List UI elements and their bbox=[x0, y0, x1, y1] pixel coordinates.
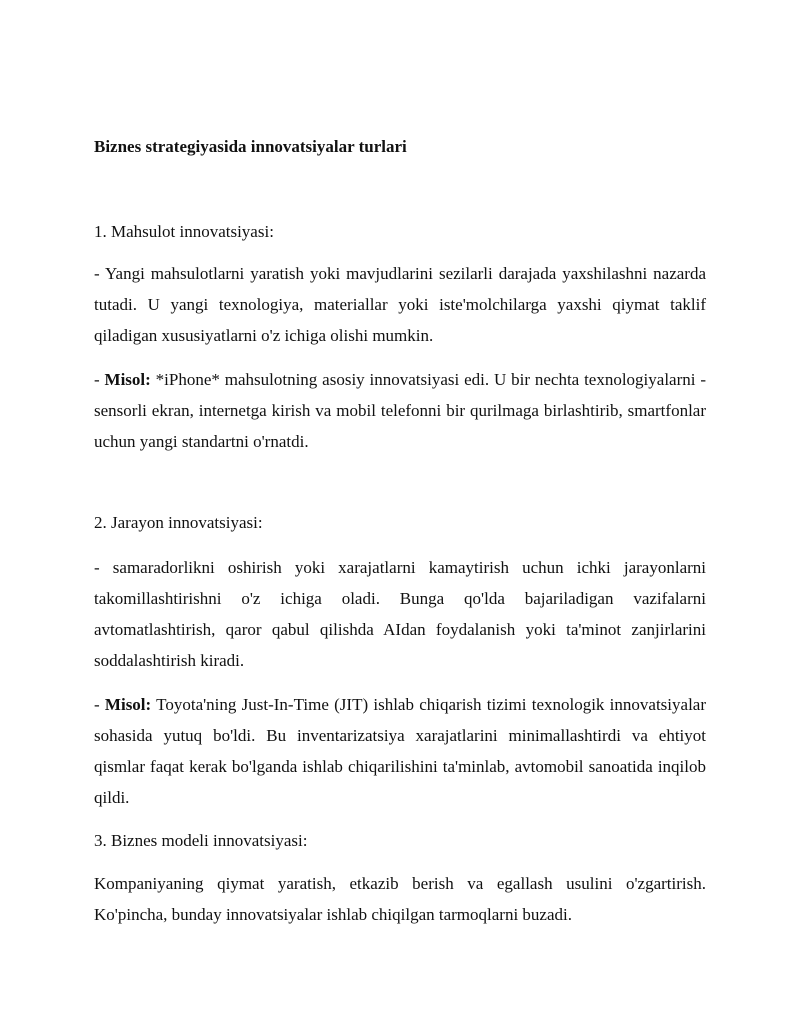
section-description-business-model-innovation: Kompaniyaning qiymat yaratish, etkazib berish va egallash usulini o'zgartirish. Ko'pincha, bunday innovatsiyalar ishlab chiqilgan tarmoqlarni buzadi. bbox=[94, 874, 706, 924]
section-heading-process-innovation: 2. Jarayon innovatsiyasi: bbox=[94, 513, 263, 532]
example-text: Toyota'ning Just-In-Time (JIT) ishlab chiqarish tizimi texnologik innovatsiyalar sohasida yutuq bo'ldi. Bu inventarizatsiya xarajatlarini minimallashtirdi va ehtiyot qismlar faqat kerak bo'lganda ishlab chiqarilishini ta'minlab, avtomobil sanoatida inqilob qildi. bbox=[94, 695, 706, 807]
section-description-product-innovation: - Yangi mahsulotlarni yaratish yoki mavjudlarini sezilarli darajada yaxshilashni nazarda tutadi. U yangi texnologiya, materiallar yoki iste'molchilarga yaxshi qiymat taklif qiladigan xususiyatlarni o'z ichiga olishi mumkin. bbox=[94, 264, 706, 345]
document-page bbox=[94, 0, 706, 1035]
section-description-process-innovation: - samaradorlikni oshirish yoki xarajatlarni kamaytirish uchun ichki jarayonlarni takomillashtirishni o'z ichiga oladi. Bunga qo'lda bajariladigan vazifalarni avtomatlashtirish, qaror qabul qilishda AIdan foydalanish yoki ta'minot zanjirlarini soddalashtirish kiradi. bbox=[94, 558, 706, 670]
section-heading-business-model-innovation: 3. Biznes modeli innovatsiyasi: bbox=[94, 831, 308, 850]
example-prefix: - bbox=[94, 695, 105, 714]
example-prefix: - bbox=[94, 370, 105, 389]
section-example-process-innovation bbox=[94, 689, 706, 813]
document-title: Biznes strategiyasida innovatsiyalar turlari bbox=[94, 137, 407, 156]
section-example-product-innovation bbox=[94, 364, 706, 457]
section-heading-product-innovation: 1. Mahsulot innovatsiyasi: bbox=[94, 222, 274, 241]
example-text: *iPhone* mahsulotning asosiy innovatsiyasi edi. U bir nechta texnologiyalarni - sensorli ekran, internetga kirish va mobil telefonni bir qurilmaga birlashtirib, smartfonlar uchun yangi standartni o'rnatdi. bbox=[94, 370, 706, 451]
example-label: Misol: bbox=[104, 370, 151, 389]
example-label: Misol: bbox=[104, 695, 152, 714]
